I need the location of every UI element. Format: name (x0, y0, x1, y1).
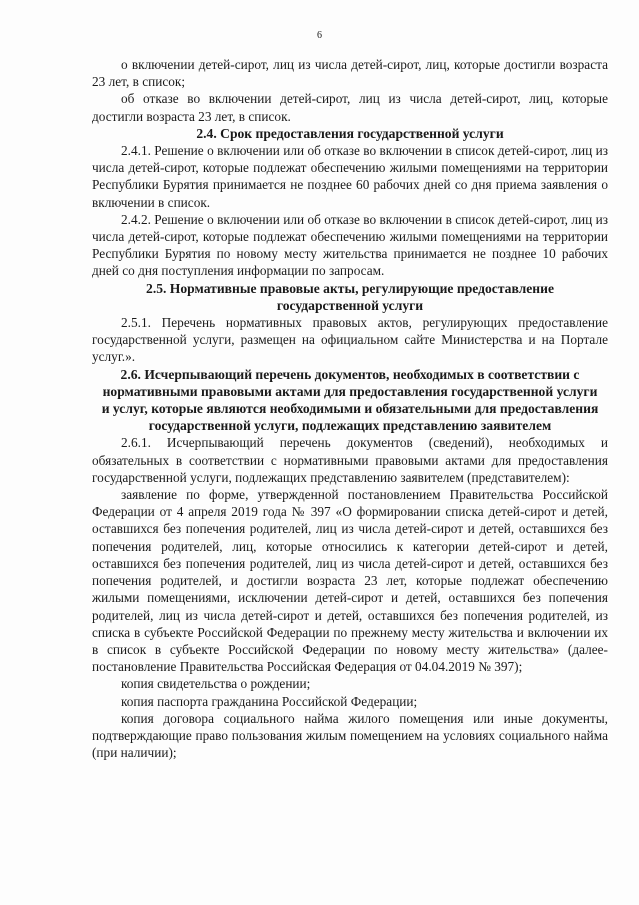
document-body (92, 56, 608, 761)
paragraph-application-form: заявление по форме, утвержденной постановлением Правительства Российской Федерации от 4 апреля 2019 года № 397 «О формировании списка детей-сирот и детей, оставшихся без попечения родителей, лиц из числа детей-сирот и детей, оставшихся без попечения родителей, лиц, которые относились к категории детей-сирот и детей, оставшихся без попечения родителей, лиц из числа детей-сирот и детей, оставшихся без попечения родителей, и достигли возраста 23 лет, которые подлежат обеспечению жилыми помещениями, исключении детей-сирот и детей, оставшихся без попечения родителей, лиц из числа детей-сирот и детей, оставшихся без попечения родителей, из списка в субъекте Российской Федерации по прежнему месту жительства и включении их в список в субъекте Российской Федерации по новому месту жительства» (далее- постановление Правительства Российская Федерация от 04.04.2019 № 397); (92, 487, 608, 675)
section-heading-2-5: 2.5. Нормативные правовые акты, регулирующие предоставление государственной услуги (146, 280, 554, 313)
paragraph-2-4-1: 2.4.1. Решение о включении или об отказе во включении в список детей-сирот, лиц из числа детей-сирот, которые подлежат обеспечению жилыми помещениями на территории Республики Бурятия принимается не позднее 60 рабочих дней со дня приема заявления о включении в список. (92, 143, 608, 210)
paragraph-include-decision: о включении детей-сирот, лиц из числа детей-сирот, лиц, которые достигли возраста 23 лет, в список; (92, 57, 608, 90)
list-item-passport-copy: копия паспорта гражданина Российской Федерации; (121, 693, 418, 709)
paragraph-2-5-1: 2.5.1. Перечень нормативных правовых актов, регулирующих предоставление государственной услуги, размещен на официальном сайте Министерства и на Портале услуг.». (92, 315, 608, 365)
paragraph-2-4-2: 2.4.2. Решение о включении или об отказе во включении в список детей-сирот, лиц из числа детей-сирот, которые подлежат обеспечению жилыми помещениями на территории Республики Бурятия по новому месту жительства принимается не позднее 10 рабочих дней со дня поступления информации по запросам. (92, 211, 608, 279)
section-heading-2-4: 2.4. Срок предоставления государственной услуги (196, 125, 504, 141)
section-heading-2-6: 2.6. Исчерпывающий перечень документов, необходимых в соответствии с нормативными правовыми актами для предоставления государственной услуги и услуг, которые являются необходимыми и обязательными для предоставления государственной услуги, подлежащих представлению заявителем (101, 366, 599, 434)
paragraph-refuse-decision: об отказе во включении детей-сирот, лиц из числа детей-сирот, лиц, которые достигли возраста 23 лет, в список. (92, 91, 608, 124)
list-item-lease-contract: копия договора социального найма жилого помещения или иные документы, подтверждающие право пользования жилым помещением на условиях социального найма (при наличии); (92, 710, 608, 761)
page-number: 6 (317, 30, 322, 41)
paragraph-2-6-1: 2.6.1. Исчерпывающий перечень документов (сведений), необходимых и обязательных в соответствии с нормативными правовыми актами для предоставления государственной услуги, подлежащих представлению заявителем (представителем): (92, 435, 608, 485)
list-item-birth-certificate: копия свидетельства о рождении; (121, 676, 311, 692)
